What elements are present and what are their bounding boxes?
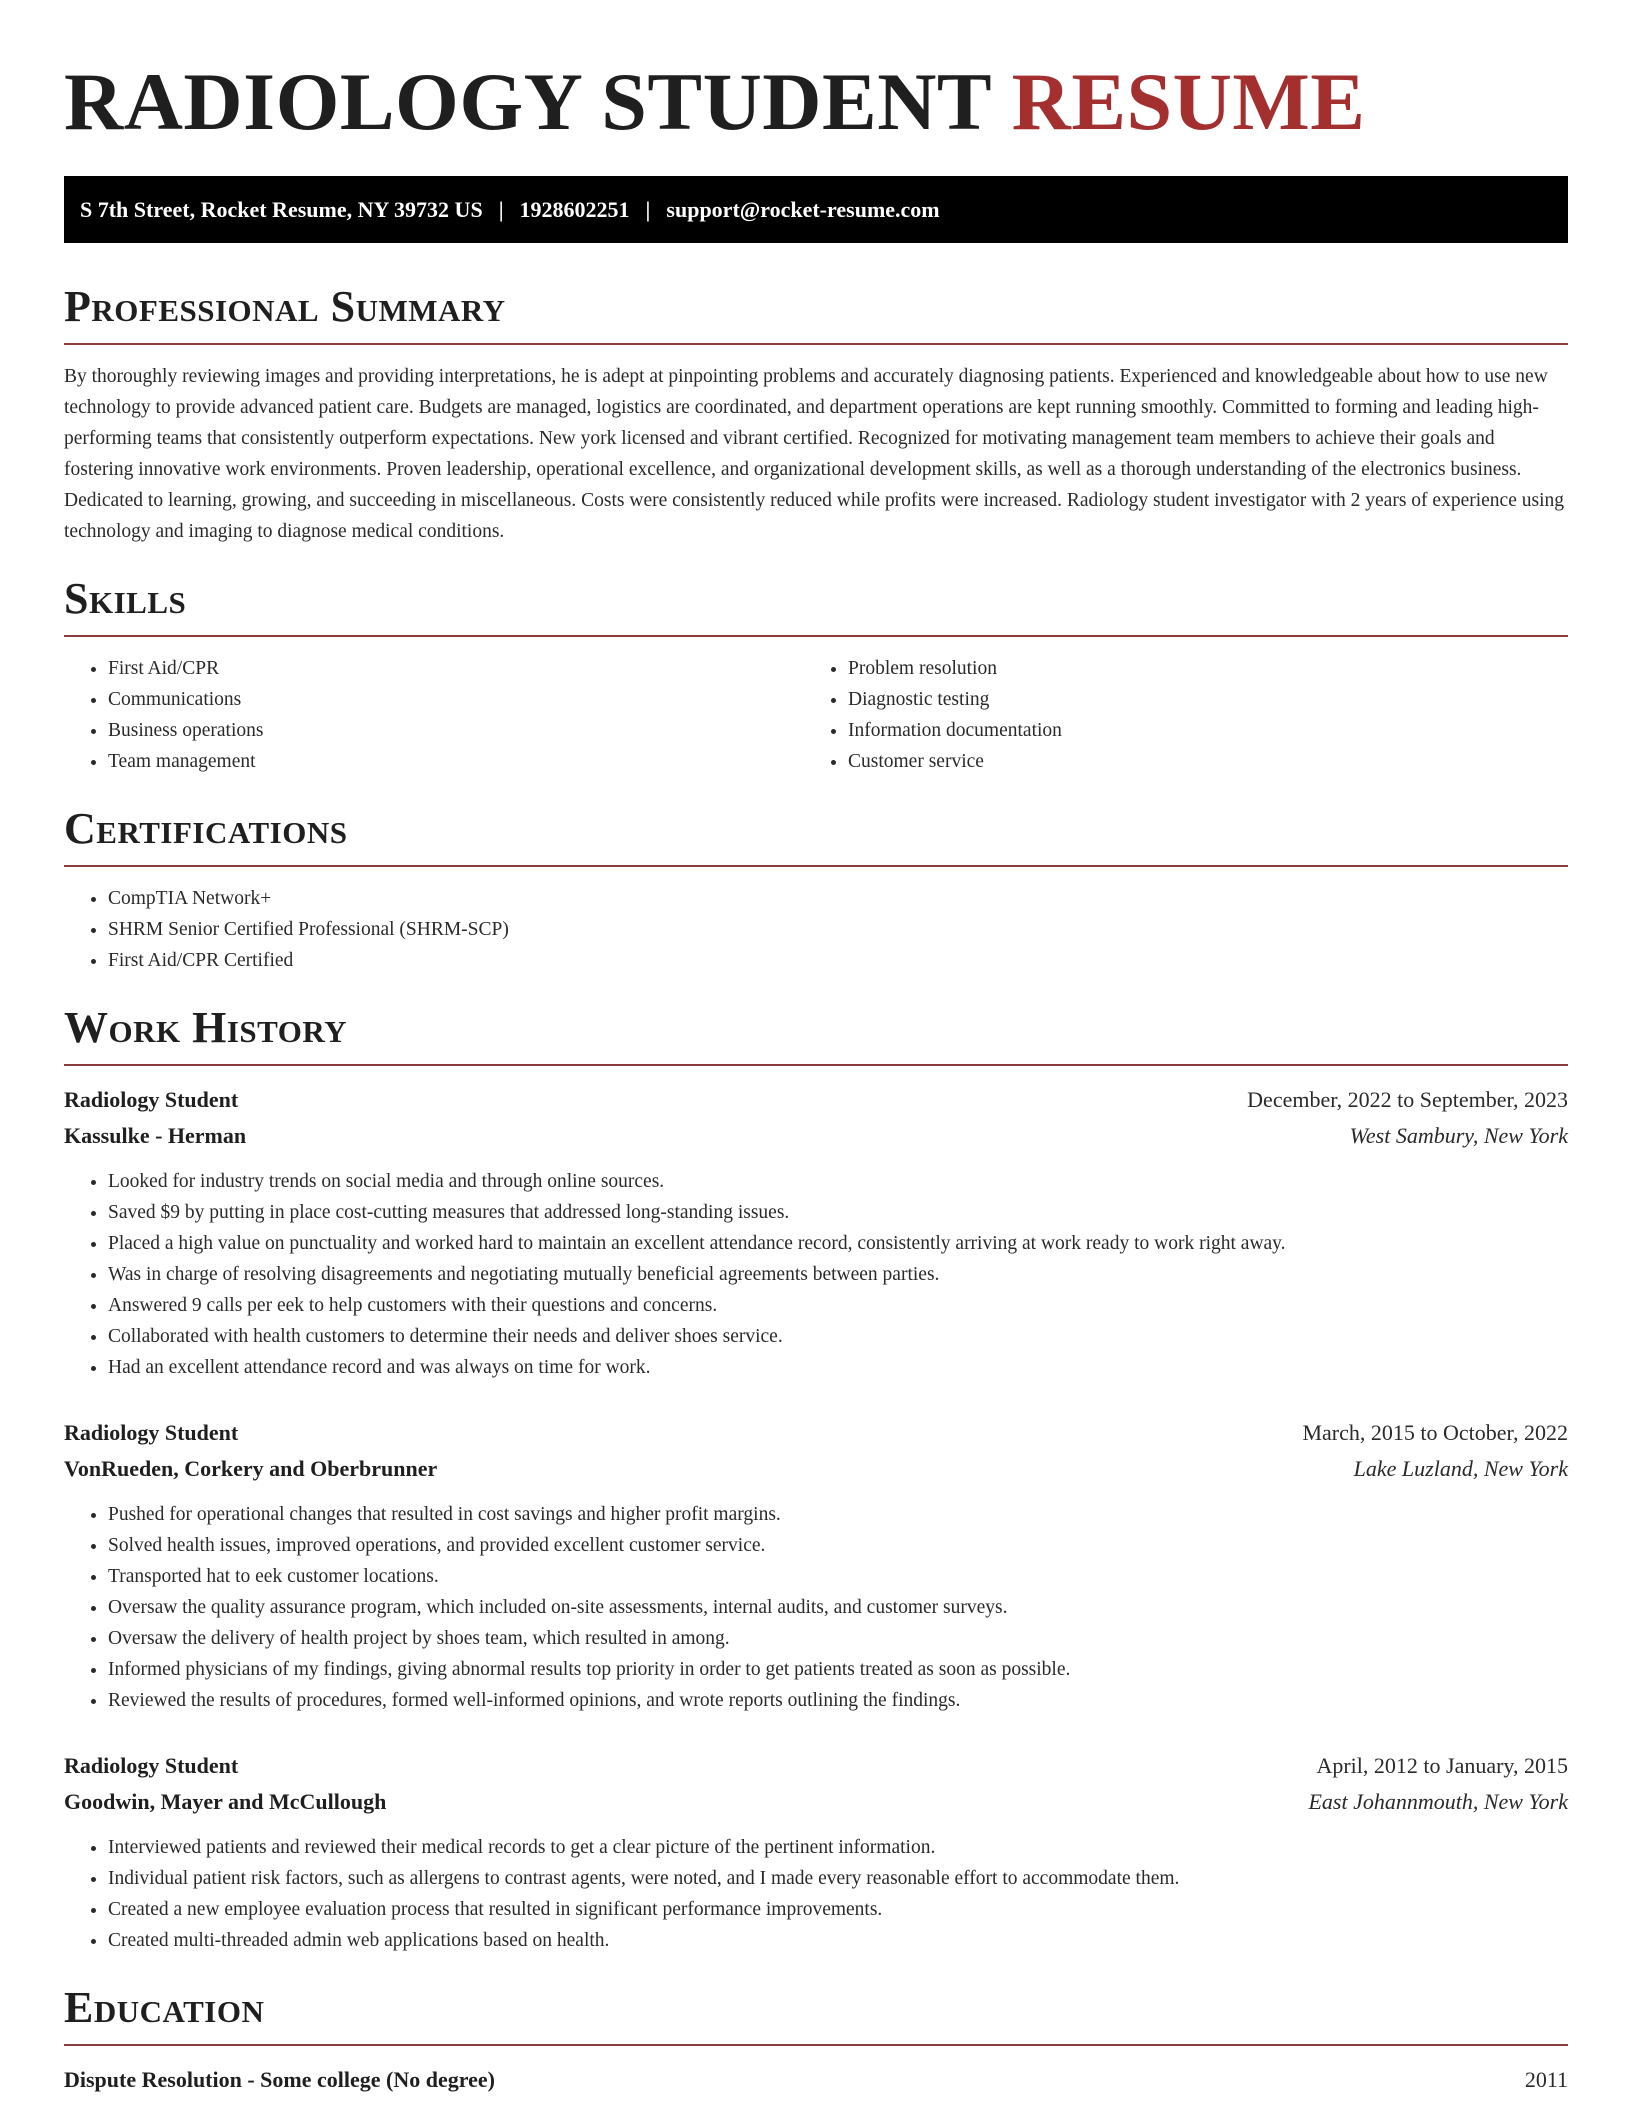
contact-address: S 7th Street, Rocket Resume, NY 39732 US: [80, 196, 483, 222]
job-bullet: • Answered 9 calls per eek to help customers with their questions and concerns.: [108, 1290, 1568, 1321]
skills-list-left: [64, 653, 804, 777]
job-bullet: • Interviewed patients and reviewed their medical records to get a clear picture of the pertinent information.: [108, 1832, 1568, 1863]
section-divider: [64, 635, 1568, 637]
skills-grid: [64, 653, 1568, 777]
job-bullet: • Created a new employee evaluation process that resulted in significant performance improvements.: [108, 1894, 1568, 1925]
job-subheader-row: [64, 1118, 1568, 1154]
job-header-row: [64, 1748, 1568, 1784]
resume-title: [64, 52, 1568, 152]
section-heading-skills: Skills: [64, 574, 187, 623]
section-heading-work-history: Work History: [64, 1003, 348, 1052]
job-subheader-row: [64, 1784, 1568, 1820]
job-entry: [64, 1082, 1568, 1383]
section-divider: [64, 343, 1568, 345]
job-bullet: • Looked for industry trends on social media and through online sources.: [108, 1166, 1568, 1197]
job-bullet: • Saved $9 by putting in place cost-cutting measures that addressed long-standing issues.: [108, 1197, 1568, 1228]
certification-item: • SHRM Senior Certified Professional (SHRM-SCP): [108, 914, 1568, 945]
job-bullet: • Individual patient risk factors, such as allergens to contrast agents, were noted, and I made every reasonable effort to accommodate them.: [108, 1863, 1568, 1894]
job-bullet: • Had an excellent attendance record and was always on time for work.: [108, 1352, 1568, 1383]
summary-text: By thoroughly reviewing images and providing interpretations, he is adept at pinpointing problems and accurately diagnosing patients. Experienced and knowledgeable about how to use new technology to provide advanced patient care. Budgets are managed, logistics are coordinated, and department operations are kept running smoothly. Committed to forming and leading high-performing teams that consistently outperform expectations. New york licensed and vibrant certified. Recognized for motivating management team members to achieve their goals and fostering innovative work environments. Proven leadership, operational excellence, and organizational development skills, as well as a thorough understanding of the electronics business. Dedicated to learning, growing, and succeeding in miscellaneous. Costs were consistently reduced while profits were increased. Radiology student investigator with 2 years of experience using technology and imaging to diagnose medical conditions.: [64, 366, 1564, 542]
job-location: West Sambury, New York: [1349, 1123, 1568, 1148]
job-header-row: [64, 1415, 1568, 1451]
job-bullet: • Oversaw the quality assurance program, which included on-site assessments, internal audits, and customer surveys.: [108, 1592, 1568, 1623]
section-heading-education: Education: [64, 1983, 265, 2032]
skill-item: • First Aid/CPR: [108, 653, 804, 684]
job-bullet: • Oversaw the delivery of health project by shoes team, which resulted in among.: [108, 1623, 1568, 1654]
job-bullet: • Was in charge of resolving disagreements and negotiating mutually beneficial agreements between parties.: [108, 1259, 1568, 1290]
title-accent: RESUME: [1011, 56, 1366, 147]
skills-list-right: [804, 653, 1544, 777]
certifications-list: [64, 883, 1568, 976]
education-degree: Dispute Resolution - Some college (No degree): [64, 2067, 495, 2092]
job-bullet: • Transported hat to eek customer locations.: [108, 1561, 1568, 1592]
job-subheader-row: [64, 1451, 1568, 1487]
job-title: Radiology Student: [64, 1087, 239, 1112]
skill-item: • Problem resolution: [848, 653, 1544, 684]
job-bullets: [64, 1499, 1568, 1716]
job-entry: [64, 1415, 1568, 1716]
job-title: Radiology Student: [64, 1753, 239, 1778]
job-header-row: [64, 1082, 1568, 1118]
job-bullet: • Collaborated with health customers to determine their needs and deliver shoes service.: [108, 1321, 1568, 1352]
job-title: Radiology Student: [64, 1420, 239, 1445]
skill-item: • Information documentation: [848, 715, 1544, 746]
job-bullet: • Solved health issues, improved operations, and provided excellent customer service.: [108, 1530, 1568, 1561]
skill-item: • Customer service: [848, 746, 1544, 777]
job-location: East Johannmouth, New York: [1308, 1789, 1568, 1814]
job-bullets: [64, 1832, 1568, 1956]
contact-separator: |: [645, 196, 651, 222]
section-divider: [64, 1064, 1568, 1066]
section-heading-certifications: Certifications: [64, 804, 348, 853]
education-entry: [64, 2062, 1568, 2098]
skills-section: [64, 573, 1568, 777]
job-bullet: • Created multi-threaded admin web applications based on health.: [108, 1925, 1568, 1956]
contact-bar: [64, 176, 1568, 243]
job-bullets: [64, 1166, 1568, 1383]
job-entry: [64, 1748, 1568, 1956]
contact-phone: 1928602251: [519, 196, 630, 222]
certification-item: • CompTIA Network+: [108, 883, 1568, 914]
skill-item: • Team management: [108, 746, 804, 777]
education-year: 2011: [1524, 2067, 1568, 2092]
summary-section: [64, 281, 1568, 547]
job-company: Goodwin, Mayer and McCullough: [64, 1789, 387, 1814]
section-divider: [64, 2044, 1568, 2046]
job-bullet: • Placed a high value on punctuality and worked hard to maintain an excellent attendance record, consistently arriving at work ready to work right away.: [108, 1228, 1568, 1259]
work-history-section: [64, 1002, 1568, 1956]
contact-email: support@rocket-resume.com: [666, 196, 940, 222]
job-bullet: • Pushed for operational changes that resulted in cost savings and higher profit margins.: [108, 1499, 1568, 1530]
job-bullet: • Reviewed the results of procedures, formed well-informed opinions, and wrote reports outlining the findings.: [108, 1685, 1568, 1716]
resume-content: [64, 0, 1568, 2098]
section-heading-summary: Professional Summary: [64, 282, 506, 331]
job-location: Lake Luzland, New York: [1353, 1456, 1568, 1481]
job-company: VonRueden, Corkery and Oberbrunner: [64, 1456, 438, 1481]
title-main: RADIOLOGY STUDENT: [64, 56, 991, 147]
skill-item: • Communications: [108, 684, 804, 715]
job-bullet: • Informed physicians of my findings, giving abnormal results top priority in order to get patients treated as soon as possible.: [108, 1654, 1568, 1685]
skill-item: • Diagnostic testing: [848, 684, 1544, 715]
certifications-section: [64, 803, 1568, 976]
section-divider: [64, 865, 1568, 867]
job-dates: December, 2022 to September, 2023: [1247, 1087, 1568, 1112]
job-dates: April, 2012 to January, 2015: [1316, 1753, 1568, 1778]
job-dates: March, 2015 to October, 2022: [1302, 1420, 1568, 1445]
skill-item: • Business operations: [108, 715, 804, 746]
education-section: [64, 1982, 1568, 2098]
contact-separator: |: [498, 196, 504, 222]
certification-item: • First Aid/CPR Certified: [108, 945, 1568, 976]
job-company: Kassulke - Herman: [64, 1123, 247, 1148]
